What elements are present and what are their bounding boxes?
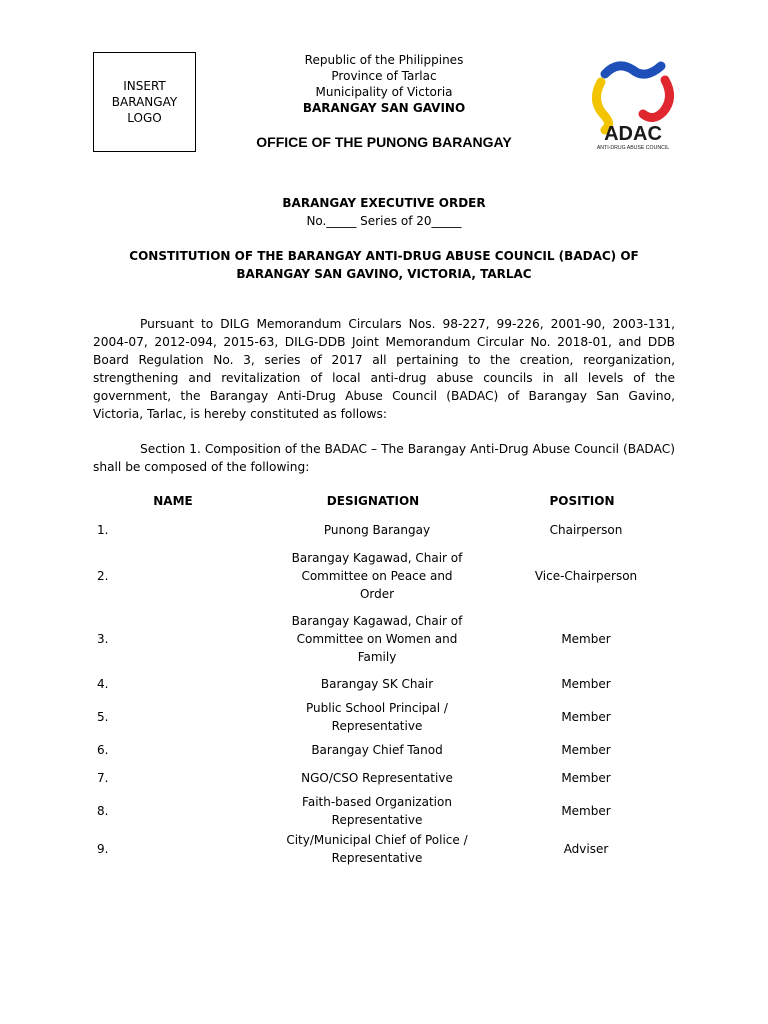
header-municipality: Municipality of Victoria <box>315 85 453 99</box>
logo-placeholder-line: LOGO <box>127 111 162 125</box>
row-position: Member <box>561 710 611 724</box>
table-row <box>93 544 675 608</box>
designation-line: Committee on Peace and <box>301 569 453 583</box>
row-designation <box>257 769 497 787</box>
row-number: 8. <box>97 804 109 818</box>
row-designation <box>257 699 497 735</box>
row-number: 4. <box>97 677 109 691</box>
adac-logo-subtext: ANTI-DRUG ABUSE COUNCIL <box>596 145 670 151</box>
header-province: Province of Tarlac <box>331 69 437 83</box>
designation-line: Punong Barangay <box>323 523 431 537</box>
row-number: 6. <box>97 743 109 757</box>
header-country: Republic of the Philippines <box>304 53 464 67</box>
row-designation <box>257 793 497 829</box>
logo-placeholder-line: INSERT <box>123 79 166 93</box>
row-number: 1. <box>97 523 109 537</box>
barangay-logo-placeholder <box>93 52 196 152</box>
table-row <box>93 764 675 792</box>
row-position: Vice-Chairperson <box>534 569 638 583</box>
designation-line: Faith-based Organization <box>302 795 452 809</box>
logo-placeholder-line: BARANGAY <box>111 95 178 109</box>
row-designation <box>257 549 497 603</box>
body-paragraph: Pursuant to DILG Memorandum Circulars Nos. 98-227, 99-226, 2001-90, 2003-131, 2004-07, 2012-094, 2015-63, DILG-DDB Joint Memorandum Circular No. 2018-01, and DDB Board Regulation No. 3, series of 2017 all pertaining to the creation, reorganization, strengthening and revitalization of local anti-drug abuse councils in all levels of the government, the Barangay Anti-Drug Abuse Council (BADAC) of Barangay San Gavino, Victoria, Tarlac, is hereby constituted as follows: <box>93 317 675 421</box>
row-number: 9. <box>97 842 109 856</box>
table-row <box>93 698 675 736</box>
composition-table <box>93 490 675 868</box>
row-position: Member <box>561 677 611 691</box>
row-number: 7. <box>97 771 109 785</box>
designation-line: Barangay Kagawad, Chair of <box>291 614 463 628</box>
row-designation <box>257 521 497 539</box>
row-designation <box>257 675 497 693</box>
designation-line: City/Municipal Chief of Police / <box>286 833 468 847</box>
designation-line: Committee on Women and <box>296 632 458 646</box>
designation-line: Representative <box>331 851 423 865</box>
designation-line: Public School Principal / <box>306 701 448 715</box>
row-position: Member <box>561 743 611 757</box>
row-position: Chairperson <box>549 523 623 537</box>
section-paragraph: Section 1. Composition of the BADAC – The Barangay Anti-Drug Abuse Council (BADAC) shall be composed of the following: <box>93 442 675 474</box>
letterhead <box>200 52 568 116</box>
row-position: Adviser <box>563 842 609 856</box>
designation-line: NGO/CSO Representative <box>301 771 453 785</box>
row-designation <box>257 831 497 867</box>
table-body <box>93 516 675 868</box>
table-row <box>93 736 675 764</box>
row-number: 5. <box>97 710 109 724</box>
adac-logo <box>583 52 683 152</box>
header-barangay: BARANGAY SAN GAVINO <box>302 101 466 115</box>
designation-line: Barangay SK Chair <box>320 677 434 691</box>
designation-line: Family <box>357 650 397 664</box>
order-number: No._____ Series of 20_____ <box>306 214 462 228</box>
header-designation: DESIGNATION <box>326 494 420 508</box>
row-designation <box>257 741 497 759</box>
designation-line: Representative <box>331 719 423 733</box>
order-subject-line: BARANGAY SAN GAVINO, VICTORIA, TARLAC <box>236 267 532 281</box>
order-heading <box>93 194 675 230</box>
row-position: Member <box>561 771 611 785</box>
designation-line: Barangay Chief Tanod <box>311 743 443 757</box>
designation-line: Representative <box>331 813 423 827</box>
table-header-row <box>93 490 675 512</box>
header-name: NAME <box>153 494 193 508</box>
row-number: 3. <box>97 632 109 646</box>
table-row <box>93 830 675 868</box>
order-subject <box>93 247 675 283</box>
row-number: 2. <box>97 569 109 583</box>
order-title: BARANGAY EXECUTIVE ORDER <box>282 196 486 210</box>
table-row <box>93 670 675 698</box>
designation-line: Barangay Kagawad, Chair of <box>291 551 463 565</box>
row-designation <box>257 612 497 666</box>
office-title: OFFICE OF THE PUNONG BARANGAY <box>256 134 512 150</box>
header-position: POSITION <box>549 494 615 508</box>
table-row <box>93 608 675 670</box>
order-subject-line: CONSTITUTION OF THE BARANGAY ANTI-DRUG ABUSE COUNCIL (BADAC) OF <box>129 249 639 263</box>
adac-logo-text: ADAC <box>604 123 662 145</box>
row-position: Member <box>561 804 611 818</box>
row-position: Member <box>561 632 611 646</box>
designation-line: Order <box>359 587 395 601</box>
table-row <box>93 516 675 544</box>
table-row <box>93 792 675 830</box>
